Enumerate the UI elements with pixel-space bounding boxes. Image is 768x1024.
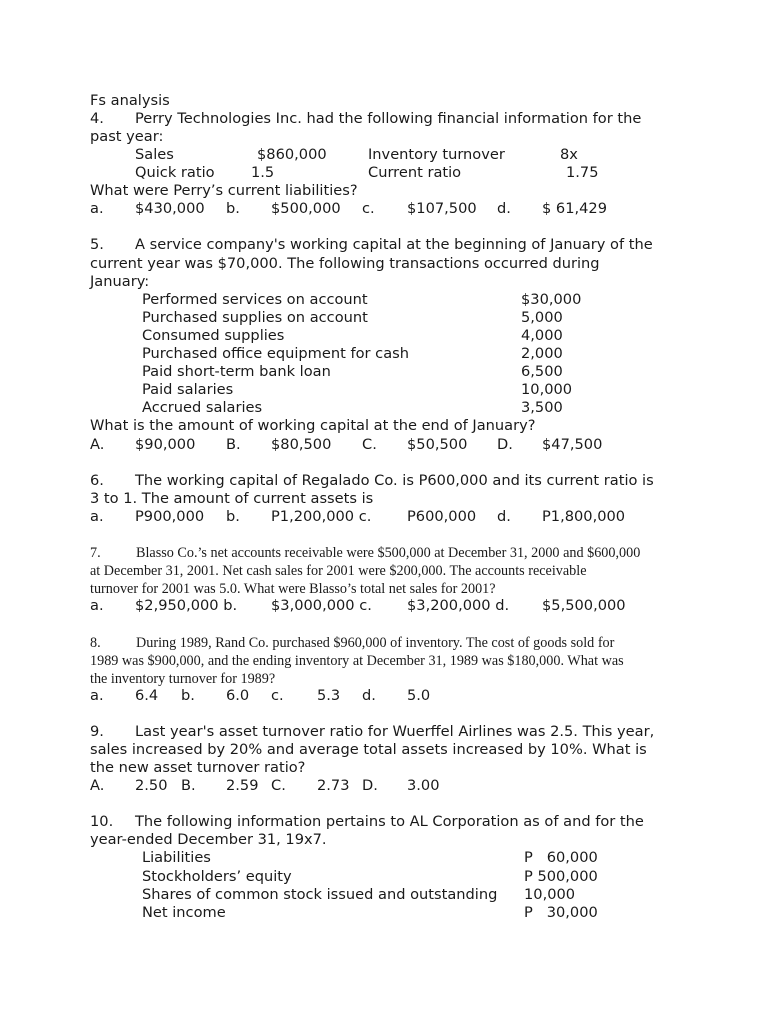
data-value: $860,000: [257, 146, 327, 163]
choice-value: 2.50: [135, 777, 168, 794]
question-number: 6.: [90, 472, 104, 489]
choice-letter: b.: [226, 508, 240, 525]
data-label: Sales: [135, 146, 174, 163]
transaction-label: Paid short-term bank loan: [142, 363, 331, 380]
question-number: 4.: [90, 110, 104, 127]
data-value: 8x: [560, 146, 578, 163]
info-value: P 30,000: [524, 904, 598, 921]
question-number: 9.: [90, 723, 104, 740]
info-label: Liabilities: [142, 849, 211, 866]
choice-letter: a.: [90, 687, 104, 704]
choice-value: P1,800,000: [542, 508, 626, 525]
choice-value: 6.0: [226, 687, 250, 704]
choice-value: $430,000: [135, 200, 205, 217]
choice-letter: D.: [497, 436, 513, 453]
question-text: Last year's asset turnover ratio for Wuerffel Airlines was 2.5. This year,: [135, 723, 655, 740]
transaction-label: Purchased office equipment for cash: [142, 345, 409, 362]
choice-letter: A.: [90, 777, 105, 794]
transaction-value: 3,500: [521, 399, 563, 416]
choice-value: $ 61,429: [542, 200, 607, 217]
transaction-value: 5,000: [521, 309, 563, 326]
choice-value: 6.4: [135, 687, 159, 704]
choice-value: 2.59: [226, 777, 259, 794]
question-prompt: What is the amount of working capital at the end of January?: [90, 417, 536, 434]
question-text: turnover for 2001 was 5.0. What were Blasso’s total net sales for 2001?: [90, 581, 496, 597]
choice-value: $90,000: [135, 436, 196, 453]
transaction-value: 10,000: [521, 381, 573, 398]
question-text: Blasso Co.’s net accounts receivable were $500,000 at December 31, 2000 and $600,000: [136, 545, 641, 561]
choice-value: $50,500: [407, 436, 468, 453]
info-label: Stockholders’ equity: [142, 868, 292, 885]
choice-value: $107,500: [407, 200, 477, 217]
data-value: 1.75: [566, 164, 599, 181]
question-number: 5.: [90, 236, 104, 253]
transaction-label: Consumed supplies: [142, 327, 285, 344]
choice-value: $3,200,000 d.: [407, 597, 510, 614]
choice-letter: c.: [362, 200, 375, 217]
choice-value: 5.3: [317, 687, 341, 704]
transaction-label: Paid salaries: [142, 381, 234, 398]
choice-letter: B.: [181, 777, 196, 794]
choice-value: P600,000: [407, 508, 477, 525]
choice-letter: b.: [226, 200, 240, 217]
choice-value: P900,000: [135, 508, 205, 525]
question-text: A service company's working capital at the beginning of January of the: [135, 236, 653, 253]
choice-letter: C.: [362, 436, 377, 453]
choice-letter: C.: [271, 777, 286, 794]
choice-letter: b.: [181, 687, 195, 704]
question-text: the new asset turnover ratio?: [90, 759, 306, 776]
question-text: The working capital of Regalado Co. is P600,000 and its current ratio is: [135, 472, 654, 489]
choice-value: 3.00: [407, 777, 440, 794]
info-value: P 60,000: [524, 849, 598, 866]
question-text: past year:: [90, 128, 164, 145]
question-number: 8.: [90, 635, 101, 651]
choice-letter: a.: [90, 200, 104, 217]
question-text: current year was $70,000. The following transactions occurred during: [90, 255, 600, 272]
transaction-value: 2,000: [521, 345, 563, 362]
choice-letter: d.: [362, 687, 376, 704]
question-text: The following information pertains to AL Corporation as of and for the: [135, 813, 644, 830]
info-label: Net income: [142, 904, 226, 921]
choice-value: $80,500: [271, 436, 332, 453]
choice-letter: B.: [226, 436, 241, 453]
transaction-label: Performed services on account: [142, 291, 368, 308]
choice-letter: a.: [90, 508, 104, 525]
question-text: sales increased by 20% and average total assets increased by 10%. What is: [90, 741, 647, 758]
info-value: 10,000: [524, 886, 576, 903]
info-label: Shares of common stock issued and outstanding: [142, 886, 498, 903]
transaction-value: $30,000: [521, 291, 582, 308]
question-text: January:: [90, 273, 150, 290]
question-number: 10.: [90, 813, 114, 830]
choice-value: $500,000: [271, 200, 341, 217]
question-text: year-ended December 31, 19x7.: [90, 831, 327, 848]
question-text: During 1989, Rand Co. purchased $960,000 of inventory. The cost of goods sold for: [136, 635, 615, 651]
question-text: at December 31, 2001. Net cash sales for 2001 were $200,000. The accounts receivable: [90, 563, 587, 579]
transaction-value: 6,500: [521, 363, 563, 380]
choice-letter: c.: [271, 687, 284, 704]
data-label: Current ratio: [368, 164, 462, 181]
choice-letter: a.: [90, 597, 104, 614]
choice-letter: D.: [362, 777, 378, 794]
data-value: 1.5: [251, 164, 275, 181]
question-text: the inventory turnover for 1989?: [90, 671, 276, 687]
question-number: 7.: [90, 545, 101, 561]
choice-value: $5,500,000: [542, 597, 626, 614]
question-text: 3 to 1. The amount of current assets is: [90, 490, 374, 507]
data-label: Inventory turnover: [368, 146, 505, 163]
question-prompt: What were Perry’s current liabilities?: [90, 182, 358, 199]
choice-value: P1,200,000 c.: [271, 508, 372, 525]
question-text: Perry Technologies Inc. had the following financial information for the: [135, 110, 642, 127]
question-text: 1989 was $900,000, and the ending inventory at December 31, 1989 was $180,000. What was: [90, 653, 624, 669]
choice-value: 5.0: [407, 687, 431, 704]
choice-letter: A.: [90, 436, 105, 453]
choice-value: $2,950,000 b.: [135, 597, 238, 614]
document-header: Fs analysis: [90, 92, 170, 109]
choice-value: $3,000,000 c.: [271, 597, 372, 614]
transaction-value: 4,000: [521, 327, 563, 344]
choice-value: 2.73: [317, 777, 350, 794]
transaction-label: Purchased supplies on account: [142, 309, 368, 326]
choice-letter: d.: [497, 508, 511, 525]
choice-letter: d.: [497, 200, 511, 217]
data-label: Quick ratio: [135, 164, 215, 181]
transaction-label: Accrued salaries: [142, 399, 263, 416]
choice-value: $47,500: [542, 436, 603, 453]
info-value: P 500,000: [524, 868, 598, 885]
